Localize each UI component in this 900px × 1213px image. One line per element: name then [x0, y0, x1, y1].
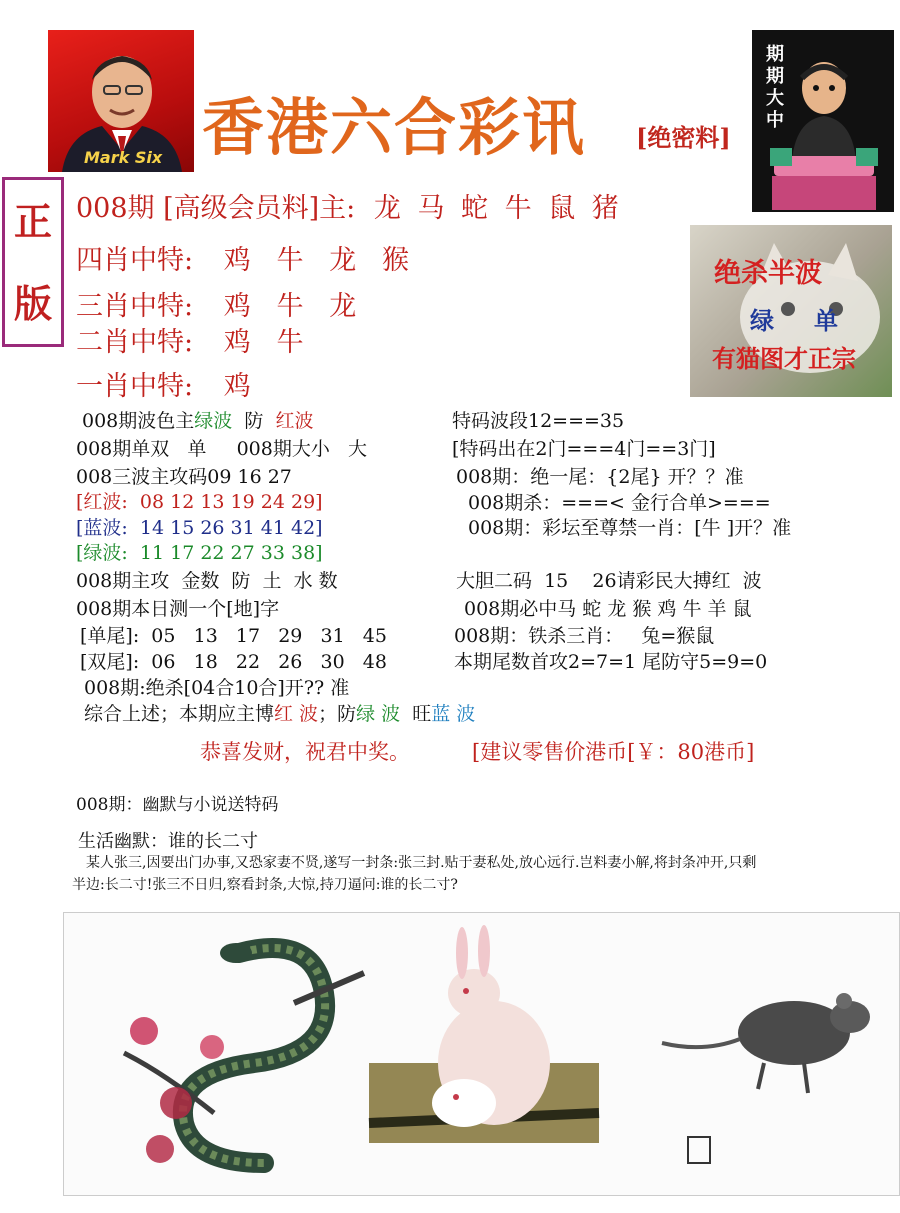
wave-main-line — [82, 406, 313, 433]
issue-zodiacs: 龙 马 蛇 牛 鼠 猪 — [373, 193, 623, 224]
humor-title: 008期：幽默与小说送特码 — [76, 795, 279, 815]
snake-icon — [124, 943, 364, 1163]
three-zodiac-line — [76, 284, 356, 323]
rat-icon — [662, 993, 870, 1163]
zodiac-artwork — [63, 912, 900, 1196]
issue-line — [76, 186, 623, 225]
one-zodiac-line — [76, 364, 251, 403]
two-codes-line: 大胆二码 15 26请彩民大搏红 波 — [456, 570, 762, 592]
three-label: 三肖中特: — [76, 291, 194, 322]
congrats-text: 恭喜发财，祝君中奖。 — [200, 740, 410, 764]
two-label: 二肖中特: — [76, 327, 194, 358]
cat-line-1: 绝杀半波 — [714, 258, 822, 289]
five-kill-line: 008期杀：===< 金行合单>=== — [468, 492, 771, 514]
summary-boom: 旺 — [400, 703, 432, 725]
logo-text: Mark Six — [84, 148, 163, 167]
summary-blue: 蓝 波 — [431, 703, 476, 725]
tail-attack-line: 本期尾数首攻2=7=1 尾防守5=9=0 — [454, 651, 768, 673]
badge-char-1: 正 — [13, 199, 52, 244]
wave-main-green: 绿波 — [194, 410, 233, 432]
kill-line: 008期:绝杀[04合10合]开?? 准 — [84, 677, 350, 699]
double-tail-line: [双尾]: 06 18 22 26 30 48 — [80, 651, 387, 673]
zodiac-animals-illustration — [64, 913, 899, 1195]
daily-word-line: 008期本日测一个[地]字 — [76, 598, 280, 620]
three-values: 鸡 牛 龙 — [223, 291, 357, 322]
blue-wave-line: [蓝波: 14 15 26 31 41 42] — [76, 517, 323, 539]
cartoon-photo — [752, 30, 894, 212]
one-label: 一肖中特: — [76, 371, 194, 402]
must-win-line: 008期必中马 蛇 龙 猴 鸡 牛 羊 鼠 — [464, 598, 752, 620]
badge-char-2: 版 — [13, 281, 52, 326]
segment-line: 特码波段12===35 — [452, 410, 625, 432]
host-photo — [48, 30, 194, 172]
summary-line — [84, 699, 475, 726]
wave-main-red: 红波 — [275, 410, 314, 432]
two-values: 鸡 牛 — [223, 327, 304, 358]
authentic-badge — [2, 177, 64, 347]
title-bracket: [绝密料] — [636, 123, 731, 152]
summary-guard: ；防 — [318, 703, 357, 725]
rabbit-icon — [369, 925, 599, 1143]
four-values: 鸡 牛 龙 猴 — [223, 245, 409, 276]
four-label: 四肖中特: — [76, 245, 194, 276]
four-zodiac-line — [76, 238, 409, 277]
wave-main-guard: 防 — [232, 410, 276, 432]
issue-label: 008期 [高级会员料]主: — [76, 193, 356, 224]
summary-red: 红 波 — [274, 703, 319, 725]
iron-kill-line: 008期：铁杀三肖： 兔=猴鼠 — [454, 625, 715, 647]
green-wave-line: [绿波: 11 17 22 27 33 38] — [76, 542, 323, 564]
forbidden-line: 008期：彩坛至尊禁一肖：[牛 ]开？准 — [468, 517, 792, 539]
page-title: 香港六合彩讯 — [202, 91, 587, 164]
cat-line-2b: 单 — [814, 306, 838, 335]
main-attack-line: 008期主攻 金数 防 土 水 数 — [76, 570, 338, 592]
single-double-line: 008期单双 单 008期大小 大 — [76, 438, 367, 460]
cartoon-caption: 期期大中 — [766, 44, 784, 131]
single-tail-line: [单尾]: 05 13 17 29 31 45 — [80, 625, 387, 647]
three-wave-line: 008三波主攻码09 16 27 — [76, 466, 292, 488]
summary-green: 绿 波 — [356, 703, 401, 725]
two-zodiac-line — [76, 320, 303, 359]
cat-line-3: 有猫图才正宗 — [712, 344, 856, 373]
tail-kill-line: 008期：绝一尾：{2尾} 开？？准 — [456, 466, 744, 488]
door-line: [特码出在2门===4门==3门] — [452, 438, 716, 460]
wave-main-label: 008期波色主 — [82, 410, 195, 432]
story-line-2: 半边:长二寸!张三不日归,察看封条,大惊,持刀逼问:谁的长二寸? — [72, 877, 458, 893]
cat-line-2a: 绿 — [750, 306, 774, 335]
story-line-1: 某人张三,因要出门办事,又恐家妻不贤,遂写一封条:张三封.贴于妻私处,放心远行.岂料妻小解,将封条冲开,只剩 — [86, 855, 757, 871]
red-wave-line: [红波: 08 12 13 19 24 29] — [76, 491, 323, 513]
price-text: [建议零售价港币[￥：80港币] — [472, 740, 755, 764]
cat-picture-box — [690, 225, 892, 397]
summary-label: 综合上述；本期应主博 — [84, 703, 275, 725]
one-values: 鸡 — [223, 371, 251, 402]
story-title: 生活幽默：谁的长二寸 — [78, 831, 258, 852]
